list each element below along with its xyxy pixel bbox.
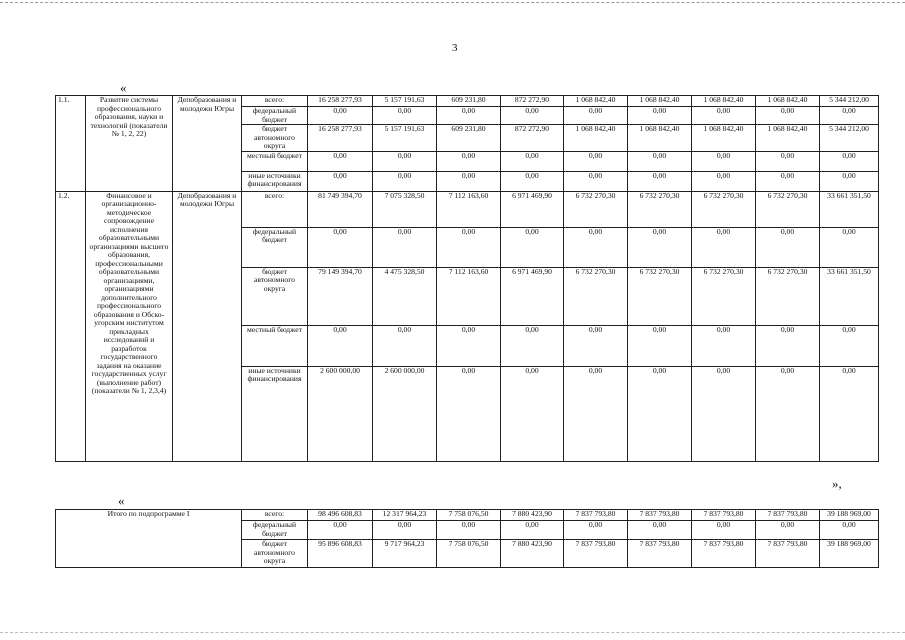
amount-cell: 6 971 469,90 [501,191,564,227]
amount-cell: 6 732 270,30 [692,191,756,227]
amount-cell: 1 068 842,40 [564,125,628,152]
table-row [56,96,879,107]
amount-cell: 0,00 [373,107,437,125]
funding-source-label: всего: [242,191,308,227]
funding-source-label: иные источники финансирования [242,171,308,191]
amount-cell: 1 068 842,40 [628,125,692,152]
amount-cell: 0,00 [373,521,437,540]
amount-cell: 39 188 969,00 [820,510,879,521]
table-row [56,510,879,521]
amount-cell: 6 971 469,90 [501,267,564,325]
amount-cell: 0,00 [820,171,879,191]
amount-cell: 9 717 964,23 [373,540,437,568]
amount-cell: 0,00 [437,171,501,191]
amount-cell: 0,00 [692,171,756,191]
funding-source-label: иные источники финансирования [242,366,308,461]
amount-cell: 7 837 793,80 [692,540,756,568]
amount-cell: 0,00 [437,521,501,540]
row-name: Развитие системы профессионального образования, науки и технологий (показатели № 1, 2, 22) [86,96,173,192]
amount-cell: 7 837 793,80 [564,540,628,568]
amount-cell: 16 258 277,93 [308,96,373,107]
amount-cell: 0,00 [501,366,564,461]
amount-cell: 1 068 842,40 [628,96,692,107]
funding-source-label: бюджет автономного округа [242,125,308,152]
amount-cell: 0,00 [628,107,692,125]
funding-source-label: местный бюджет [242,151,308,171]
amount-cell: 7 112 163,60 [437,267,501,325]
amount-cell: 6 732 270,30 [756,267,820,325]
funding-source-label: федеральный бюджет [242,227,308,267]
amount-cell: 95 896 608,83 [308,540,373,568]
amount-cell: 6 732 270,30 [628,267,692,325]
page-number: 3 [452,42,458,54]
amount-cell: 0,00 [628,521,692,540]
amount-cell: 0,00 [437,325,501,366]
amount-cell: 7 837 793,80 [564,510,628,521]
amount-cell: 0,00 [692,366,756,461]
amount-cell: 609 231,80 [437,125,501,152]
funding-source-label: бюджет автономного округа [242,267,308,325]
amount-cell: 33 661 351,50 [820,191,879,227]
amount-cell: 0,00 [628,366,692,461]
amount-cell: 0,00 [756,521,820,540]
amount-cell: 0,00 [820,325,879,366]
amount-cell: 7 837 793,80 [756,510,820,521]
row-responsible: Депобразования и молодежи Югры [173,96,242,192]
amount-cell: 12 317 964,23 [373,510,437,521]
funding-table-main [55,95,879,462]
amount-cell: 7 880 423,90 [501,540,564,568]
amount-cell: 872 272,90 [501,125,564,152]
amount-cell: 0,00 [308,151,373,171]
amount-cell: 0,00 [756,227,820,267]
amount-cell: 0,00 [756,325,820,366]
amount-cell: 0,00 [564,171,628,191]
amount-cell: 7 758 076,50 [437,510,501,521]
open-quote-2: « [118,493,125,508]
amount-cell: 0,00 [437,151,501,171]
amount-cell: 39 188 969,00 [820,540,879,568]
amount-cell: 0,00 [692,151,756,171]
amount-cell: 0,00 [373,227,437,267]
amount-cell: 0,00 [501,151,564,171]
amount-cell: 0,00 [501,325,564,366]
row-responsible: Депобразования и молодежи Югры [173,191,242,461]
amount-cell: 0,00 [564,521,628,540]
amount-cell: 7 112 163,60 [437,191,501,227]
amount-cell: 0,00 [756,366,820,461]
amount-cell: 872 272,90 [501,96,564,107]
amount-cell: 5 157 191,63 [373,96,437,107]
amount-cell: 0,00 [692,227,756,267]
amount-cell: 0,00 [564,366,628,461]
amount-cell: 0,00 [756,151,820,171]
amount-cell: 6 732 270,30 [564,267,628,325]
amount-cell: 0,00 [501,521,564,540]
funding-source-label: всего: [242,96,308,107]
amount-cell: 0,00 [308,107,373,125]
amount-cell: 0,00 [564,227,628,267]
amount-cell: 0,00 [437,227,501,267]
amount-cell: 16 258 277,93 [308,125,373,152]
amount-cell: 7 837 793,80 [628,540,692,568]
amount-cell: 1 068 842,40 [756,125,820,152]
amount-cell: 7 837 793,80 [692,510,756,521]
amount-cell: 609 231,80 [437,96,501,107]
amount-cell: 79 149 394,70 [308,267,373,325]
subprogram-total-table [55,509,879,568]
amount-cell: 0,00 [820,107,879,125]
amount-cell: 1 068 842,40 [692,96,756,107]
table-row [56,191,879,227]
scan-edge-bottom [0,632,905,634]
amount-cell: 0,00 [308,227,373,267]
amount-cell: 33 661 351,50 [820,267,879,325]
subprogram-total-title: Итого по подпрограмме I [56,510,242,568]
amount-cell: 0,00 [628,151,692,171]
amount-cell: 0,00 [628,325,692,366]
funding-source-label: федеральный бюджет [242,107,308,125]
close-quote: », [832,476,842,491]
amount-cell: 0,00 [437,107,501,125]
amount-cell: 7 880 423,90 [501,510,564,521]
amount-cell: 0,00 [564,151,628,171]
amount-cell: 7 837 793,80 [628,510,692,521]
amount-cell: 0,00 [501,227,564,267]
amount-cell: 0,00 [692,521,756,540]
amount-cell: 1 068 842,40 [692,125,756,152]
amount-cell: 0,00 [628,227,692,267]
amount-cell: 0,00 [820,366,879,461]
funding-source-label: бюджет автономного округа [242,540,308,568]
funding-source-label: местный бюджет [242,325,308,366]
amount-cell: 0,00 [373,171,437,191]
amount-cell: 6 732 270,30 [628,191,692,227]
amount-cell: 0,00 [820,227,879,267]
amount-cell: 0,00 [756,107,820,125]
amount-cell: 7 758 076,50 [437,540,501,568]
amount-cell: 0,00 [756,171,820,191]
row-code: 1.1. [56,96,86,192]
amount-cell: 0,00 [692,325,756,366]
amount-cell: 0,00 [373,325,437,366]
amount-cell: 0,00 [308,325,373,366]
open-quote-1: « [120,80,127,95]
amount-cell: 1 068 842,40 [756,96,820,107]
amount-cell: 2 600 000,00 [308,366,373,461]
amount-cell: 6 732 270,30 [692,267,756,325]
amount-cell: 1 068 842,40 [564,96,628,107]
amount-cell: 7 075 328,50 [373,191,437,227]
amount-cell: 0,00 [628,171,692,191]
amount-cell: 5 157 191,63 [373,125,437,152]
amount-cell: 0,00 [820,151,879,171]
amount-cell: 4 475 328,50 [373,267,437,325]
amount-cell: 5 344 212,00 [820,125,879,152]
amount-cell: 6 732 270,30 [564,191,628,227]
amount-cell: 0,00 [820,521,879,540]
amount-cell: 0,00 [564,107,628,125]
amount-cell: 0,00 [308,521,373,540]
funding-source-label: всего: [242,510,308,521]
amount-cell: 98 496 608,83 [308,510,373,521]
scan-edge-top [0,2,905,4]
amount-cell: 7 837 793,80 [756,540,820,568]
row-code: 1.2. [56,191,86,461]
amount-cell: 2 600 000,00 [373,366,437,461]
amount-cell: 0,00 [564,325,628,366]
amount-cell: 6 732 270,30 [756,191,820,227]
amount-cell: 0,00 [373,151,437,171]
funding-source-label: федеральный бюджет [242,521,308,540]
amount-cell: 0,00 [501,107,564,125]
amount-cell: 0,00 [501,171,564,191]
amount-cell: 0,00 [437,366,501,461]
amount-cell: 81 749 394,70 [308,191,373,227]
amount-cell: 5 344 212,00 [820,96,879,107]
row-name: Финансовое и организационно-методическое сопровождение исполнения образовательными организациями высшего образования, профессиональными образовательными организациями, организациями дополнительного профессионального образования и Обско-угорским институтом прикладных исследований и разработок государственного задания на оказание государственных услуг (выполнение работ) (показатели № 1, 2,3,4) [86,191,173,461]
amount-cell: 0,00 [308,171,373,191]
amount-cell: 0,00 [692,107,756,125]
